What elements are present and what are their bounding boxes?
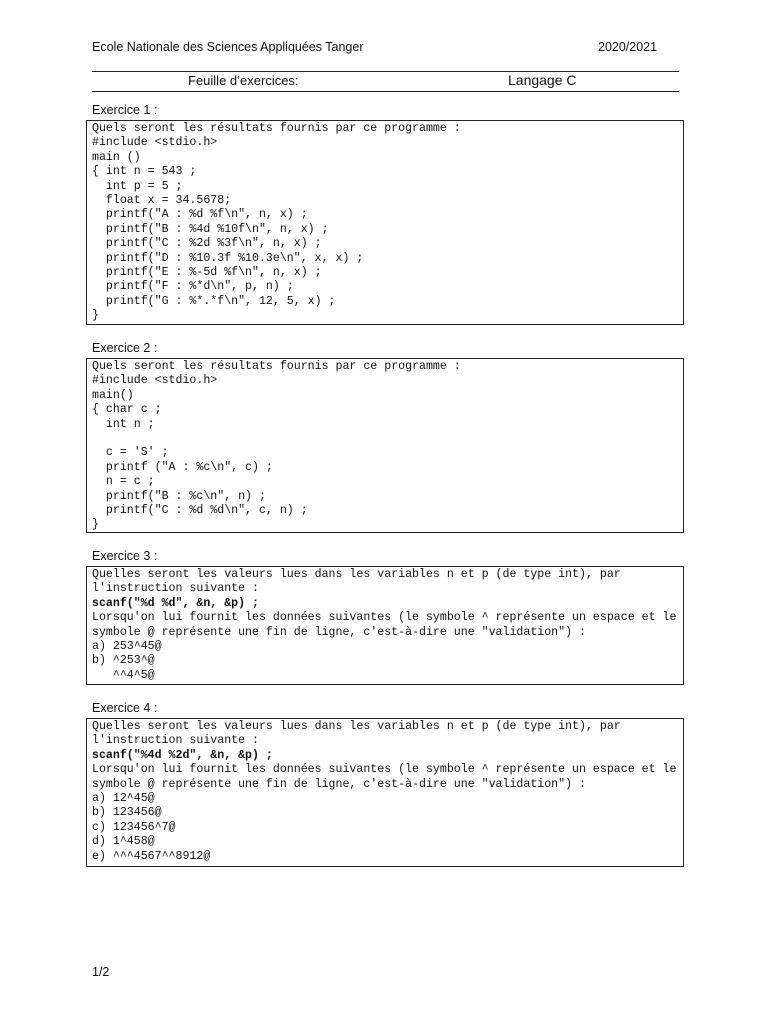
academic-year: 2020/2021 [598, 40, 658, 54]
question-line: symbole @ représente une fin de ligne, c'est-à-dire une "validation") : [92, 625, 586, 639]
scanf-instruction: scanf("%d %d", &n, &p) ; [92, 596, 259, 610]
question-line: Quelles seront les valeurs lues dans les variables n et p (de type int), par [92, 568, 621, 581]
code-line: printf("A : %d %f\n", n, x) ; [92, 208, 308, 222]
exercise-1-box [86, 120, 684, 325]
code-line: printf("D : %10.3f %10.3e\n", x, x) ; [92, 251, 364, 265]
code-line: #include <stdio.h> [92, 374, 218, 388]
code-line: float x = 34.5678; [92, 193, 232, 207]
input-case: b) 123456@ [92, 806, 162, 820]
code-line: printf("C : %2d %3f\n", n, x) ; [92, 237, 322, 251]
code-line: } [92, 518, 99, 532]
code-line: Quels seront les résultats fournis par ce programme : [92, 360, 461, 373]
code-line: int n ; [92, 417, 155, 431]
question-line: l'instruction suivante : [92, 734, 259, 748]
exercise-1-title: Exercice 1 : [92, 103, 158, 117]
code-line: { int n = 543 ; [92, 165, 197, 179]
code-line: main () [92, 150, 141, 164]
code-line: printf("B : %4d %10f\n", n, x) ; [92, 222, 329, 236]
scanf-instruction: scanf("%4d %2d", &n, &p) ; [92, 748, 273, 762]
school-name: Ecole Nationale des Sciences Appliquées Tanger [92, 40, 364, 54]
question-line: Lorsqu'on lui fournit les données suivantes (le symbole ^ représente un espace et le [92, 611, 677, 625]
question-line: Quelles seront les valeurs lues dans les variables n et p (de type int), par [92, 720, 621, 733]
code-line: c = 'S' ; [92, 446, 169, 460]
code-line: { char c ; [92, 403, 162, 417]
input-case: d) 1^458@ [92, 835, 155, 849]
exercise-4-title: Exercice 4 : [92, 701, 158, 715]
code-line: } [92, 309, 99, 323]
code-line: printf("G : %*.*f\n", 12, 5, x) ; [92, 294, 336, 308]
subject-title: Langage C [508, 72, 577, 88]
exercise-3-title: Exercice 3 : [92, 549, 158, 563]
input-case: b) ^253^@ [92, 654, 155, 668]
question-line: symbole @ représente une fin de ligne, c'est-à-dire une "validation") : [92, 777, 586, 791]
input-case: a) 253^45@ [92, 639, 162, 653]
code-line: #include <stdio.h> [92, 136, 218, 150]
question-line: Lorsqu'on lui fournit les données suivantes (le symbole ^ représente un espace et le [92, 763, 677, 777]
code-line: printf ("A : %c\n", c) ; [92, 460, 273, 474]
header-rule-bottom [92, 91, 679, 92]
input-case: ^^4^5@ [92, 668, 155, 682]
code-line: main() [92, 388, 134, 402]
code-line: printf("C : %d %d\n", c, n) ; [92, 503, 308, 517]
exercise-2-box [86, 358, 684, 533]
code-line: Quels seront les résultats fournis par ce programme : [92, 122, 461, 135]
code-line: printf("E : %-5d %f\n", n, x) ; [92, 265, 322, 279]
page-number: 1/2 [92, 965, 110, 979]
input-case: c) 123456^7@ [92, 820, 176, 834]
input-case: e) ^^^4567^^8912@ [92, 849, 211, 863]
exercise-3-box [86, 566, 684, 685]
code-line: printf("F : %*d\n", p, n) ; [92, 280, 294, 294]
code-line: int p = 5 ; [92, 179, 183, 193]
exercise-2-title: Exercice 2 : [92, 341, 158, 355]
code-line: printf("B : %c\n", n) ; [92, 489, 266, 503]
sheet-title: Feuille d’exercices: [188, 73, 299, 88]
header-rule-top [92, 71, 679, 72]
exercise-4-box [86, 718, 684, 867]
code-line: n = c ; [92, 475, 155, 489]
code-line [92, 432, 683, 446]
input-case: a) 12^45@ [92, 791, 155, 805]
question-line: l'instruction suivante : [92, 582, 259, 596]
